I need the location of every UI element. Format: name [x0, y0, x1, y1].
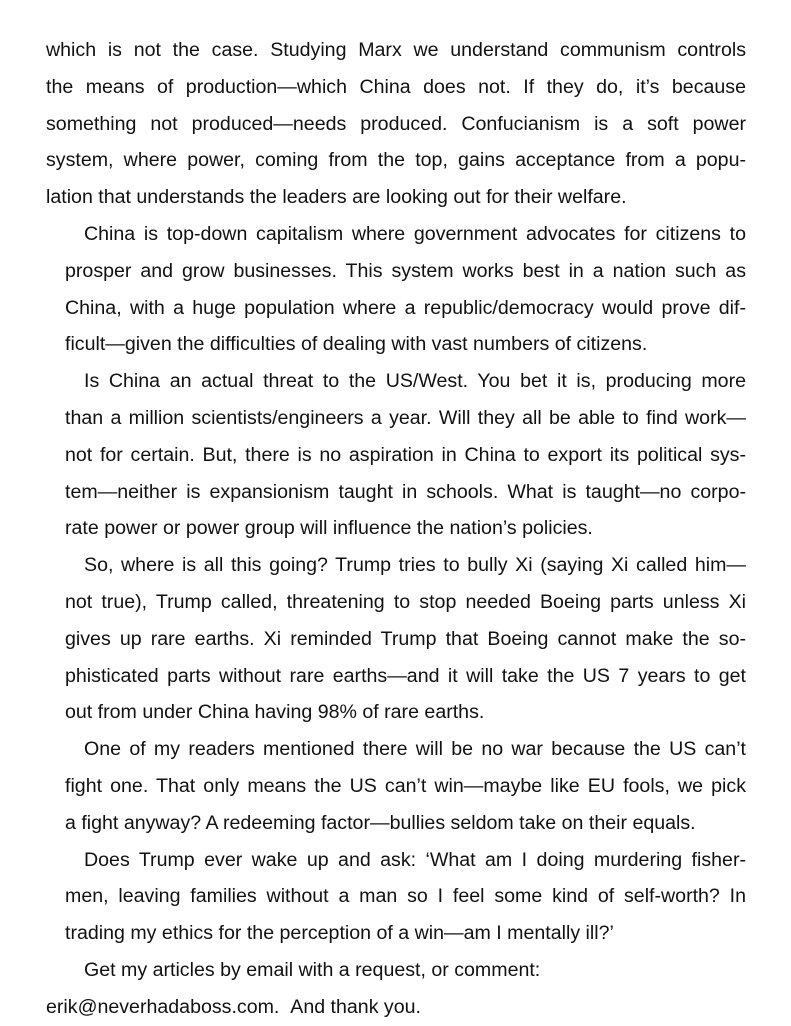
paragraph-4 [46, 547, 746, 731]
thanks-text: And thank you. [290, 995, 421, 1018]
text-line: not true), Trump called, threatening to stop needed Boeing parts unless Xi [65, 590, 746, 613]
text-line: China, with a huge population where a republic/democracy would prove dif- [65, 296, 746, 319]
paragraph-1 [46, 32, 746, 216]
text-line: ficult—given the difficulties of dealing with vast numbers of citizens. [65, 333, 648, 356]
text-line: China is top-down capitalism where government advocates for citizens to [84, 222, 746, 245]
text-line: prosper and grow businesses. This system works best in a nation such as [65, 259, 746, 282]
text-line: tem—neither is expansionism taught in schools. What is taught—no corpo- [65, 480, 746, 503]
paragraph-2 [46, 216, 746, 363]
text-line: out from under China having 98% of rare earths. [65, 701, 485, 724]
paragraph-7 [46, 952, 746, 989]
email-link[interactable]: erik@neverhadaboss.com. [46, 995, 280, 1018]
signoff [46, 989, 746, 1026]
text-line: which is not the case. Studying Marx we understand communism controls [46, 39, 746, 61]
text-line: So, where is all this going? Trump tries to bully Xi (saying Xi called him— [84, 554, 746, 577]
text-line: men, leaving families without a man so I feel some kind of self-worth? In [65, 885, 746, 908]
text-line: a fight anyway? A redeeming factor—bullies seldom take on their equals. [65, 811, 696, 834]
text-line: system, where power, coming from the top, gains acceptance from a popu- [46, 149, 746, 172]
text-line: phisticated parts without rare earths—and it will take the US 7 years to get [65, 664, 746, 687]
paragraph-3 [46, 363, 746, 547]
text-line: Does Trump ever wake up and ask: ‘What am I doing murdering fisher- [84, 848, 746, 871]
text-line: gives up rare earths. Xi reminded Trump that Boeing cannot make the so- [65, 627, 746, 650]
text-line: the means of production—which China does not. If they do, it’s because [46, 75, 746, 98]
text-line: not for certain. But, there is no aspiration in China to export its political sys- [65, 443, 746, 466]
text-line: Get my articles by email with a request, or comment: [84, 958, 541, 981]
text-line: One of my readers mentioned there will be no war because the US can’t [84, 738, 746, 761]
text-line: Is China an actual threat to the US/West. You bet it is, producing more [84, 370, 746, 393]
text-line: something not produced—needs produced. Confucianism is a soft power [46, 112, 746, 135]
text-line: than a million scientists/engineers a year. Will they all be able to find work— [65, 406, 746, 429]
text-line: fight one. That only means the US can’t win—maybe like EU fools, we pick [65, 774, 746, 797]
signoff-line [46, 989, 746, 1026]
paragraph-6 [46, 842, 746, 952]
article-body [46, 32, 746, 1026]
text-line: rate power or power group will influence the nation’s policies. [65, 517, 593, 540]
paragraph-5 [46, 731, 746, 841]
text-line: lation that understands the leaders are looking out for their welfare. [46, 186, 627, 209]
text-line: trading my ethics for the perception of a win—am I mentally ill?’ [65, 922, 614, 945]
